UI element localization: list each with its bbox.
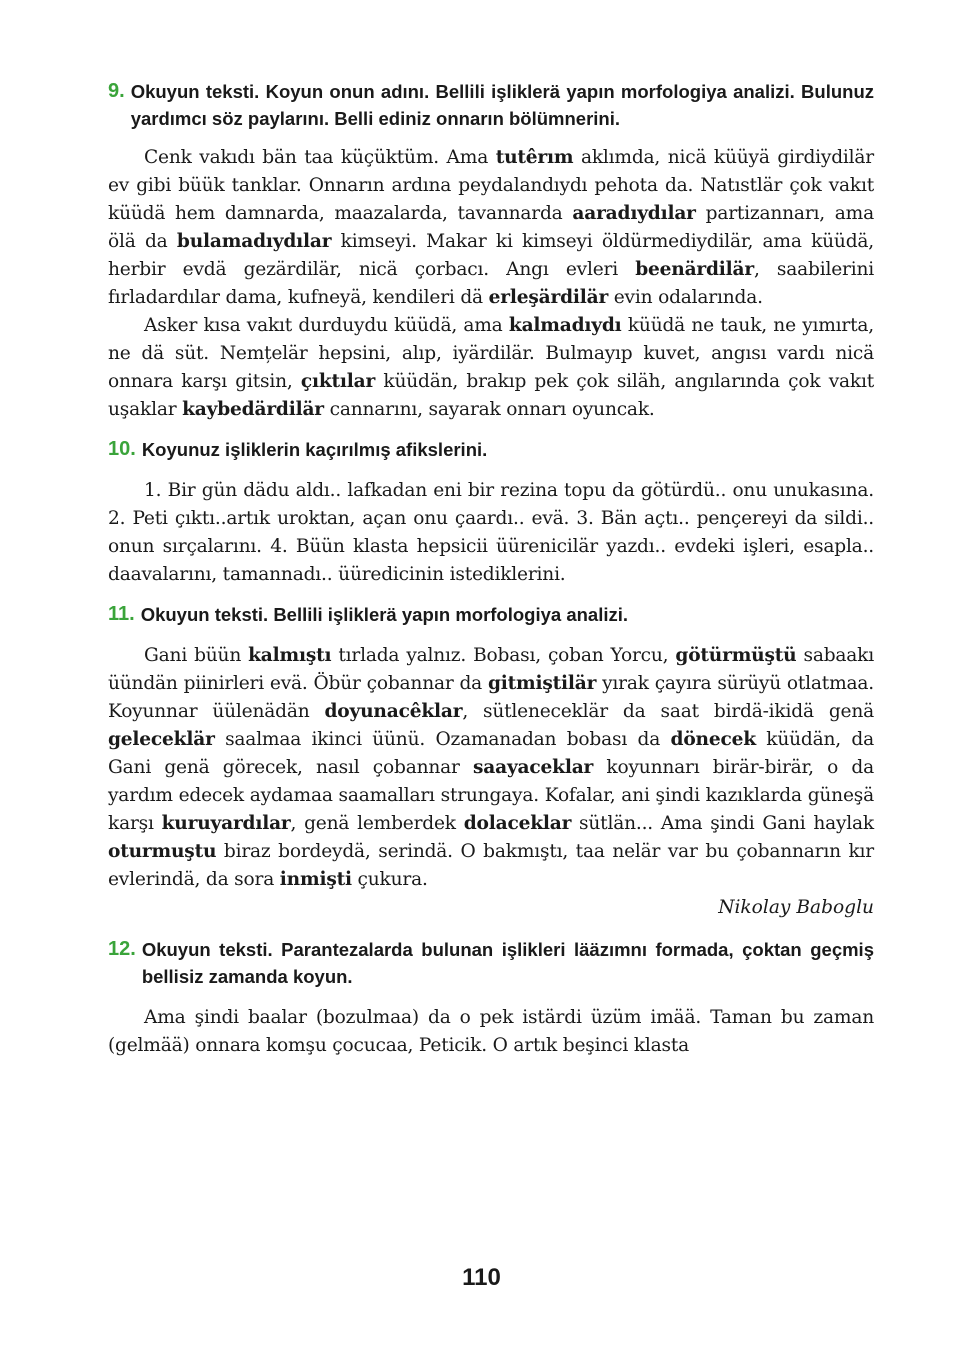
task-number: 10. [108,438,136,460]
text-run: kimseyi. Makar ki kimseyi öldürmediydilär, ama küüdä, herbir evdä gezärdilär, nicä çorbacı. Angı evleri [108,231,874,280]
exercise-sentences [108,477,874,589]
task-instruction: Okuyun teksti. Koyun onun adını. Bellili işliklerä yapın morfologiya analizi. Bulunuz yardımcı söz paylarını. Belli ediniz onnarın bölümnerini. [130,81,874,129]
text-run: , sütleneceklär da saat birdä-ikidä genä [462,701,874,722]
task-11-heading [108,601,874,628]
highlighted-verb: kalmıştı [248,645,332,666]
text-run: koyunnarı birär-birär, o da yardım edecek aydamaa saamalları strungaya. Kofalar, ani şindi kazıklarda güneşä karşı [108,757,875,834]
text-run: biraz bordeydä, serindä. O bakmıştı, taa nelär var bu çobannarın kır evlerindä, da sora [108,841,874,890]
text-run: yırak çayıra sürüyü otlatmaa. Koyunnar üülenädän [108,673,874,722]
text-run: küüdä ne tauk, ne yımırta, ne dä süt. Nemțelär hepsini, alıp, iyärdilär. Bulmayıp kuvet, angısı vardı nicä onnara karşı gitsin, [108,315,874,392]
task-12-heading [108,936,874,990]
task-instruction: Okuyun teksti. Parantezalarda bulunan işlikleri lääzımnı formada, çoktan geçmiş bellisiz zamanda koyun. [141,939,874,987]
task-instruction: Koyunuz işliklerin kaçırılmış afikslerini. [141,439,488,460]
text-run: Asker kısa vakıt durduydu küüdä, ama [144,315,509,336]
highlighted-verb: saayaceklar [472,757,594,778]
highlighted-verb: dolaceklar [463,813,572,834]
task-10-heading [108,436,874,463]
text-paragraph [108,642,874,894]
text-run: küüdän, da Gani genä görecek, nasıl çobannar [108,729,874,778]
text-run: Ama şindi baalar (bozulmaa) da o pek istärdi üzüm imää. Taman bu zaman (gelmää) onnara komşu çocucaa, Peticik. O artık beşinci klasta [108,1007,874,1056]
highlighted-verb: bulamadıydılar [176,231,332,252]
text-paragraph [108,312,874,424]
highlighted-verb: kuruyardılar [161,813,291,834]
text-run: tırlada yalnız. Bobası, çoban Yorcu, [331,645,676,666]
text-run: aklımda, nicä küüyä girdiydilär ev gibi büük tanklar. Onnarın ardına peydalandıydı pehota da. Natıstlär çok vakıt küüdä hem damnarda, maazalarda, tavannarda [108,147,874,224]
highlighted-verb: tutêrım [495,147,574,168]
text-run: sütlän... Ama şindi Gani haylak [571,813,874,834]
text-paragraph [108,144,874,312]
highlighted-verb: dönecek [670,729,756,750]
text-run: sabaakı üündän piinirleri evä. Öbür çobannar da [108,645,874,694]
text-run: cannarını, sayarak onnarı oyuncak. [323,399,655,420]
highlighted-verb: beenärdilär [635,259,754,280]
highlighted-verb: oturmuştu [108,841,217,862]
highlighted-verb: kaybedärdilär [182,399,324,420]
text-run: küüdän, brakıp pek çok siläh, angılarında çok vakıt uşaklar [108,371,874,420]
text-run: , saabilerini fırladardılar dama, kufneyä, kendileri dä [108,259,874,308]
task-9-heading [108,78,874,132]
highlighted-verb: çıktılar [300,371,376,392]
highlighted-verb: doyunacêklar [324,701,463,722]
highlighted-verb: götürmüştü [675,645,797,666]
highlighted-verb: aaradıydılar [572,203,696,224]
text-run: partizannarı, ama ölä da [108,203,874,252]
text-run: çukura. [351,869,428,890]
task-instruction: Okuyun teksti. Bellili işliklerä yapın morfologiya analizi. [140,604,629,625]
task-number: 11. [108,603,135,625]
task-number: 12. [108,938,136,960]
highlighted-verb: kalmadıydı [508,315,622,336]
page-content [108,78,874,1060]
text-run: Gani büün [144,645,249,666]
highlighted-verb: erleşärdilär [488,287,609,308]
highlighted-verb: gitmiştilär [487,673,597,694]
highlighted-verb: inmişti [279,869,352,890]
text-run: evin odalarında. [608,287,763,308]
text-run: Cenk vakıdı bän taa küçüktüm. Ama [144,147,496,168]
task-number: 9. [108,80,125,102]
text-run: , genä lemberdek [290,813,464,834]
highlighted-verb: gelecekl​är [108,729,215,750]
text-paragraph [108,1004,874,1060]
author-name: Nikolay Baboglu [718,897,874,918]
text-run: 1. Bir gün dädu aldı.. lafkadan eni bir rezina topu da götürdü.. onu unukasına. 2. Peti çıktı..artık uroktan, açan onu çaardı.. evä. 3. Bän açtı.. pençereyi da sildi.. onun sırçalarını. 4. Büün klasta hepsicii üürenicilär yazdı.. evdeki işleri, esapla.. daavalarını, tamannadı.. üüredicinin istediklerini. [108,480,874,585]
page-number: 110 [462,1264,501,1291]
text-run: saalmaa ikinci üünü. Ozamanadan bobası da [214,729,671,750]
